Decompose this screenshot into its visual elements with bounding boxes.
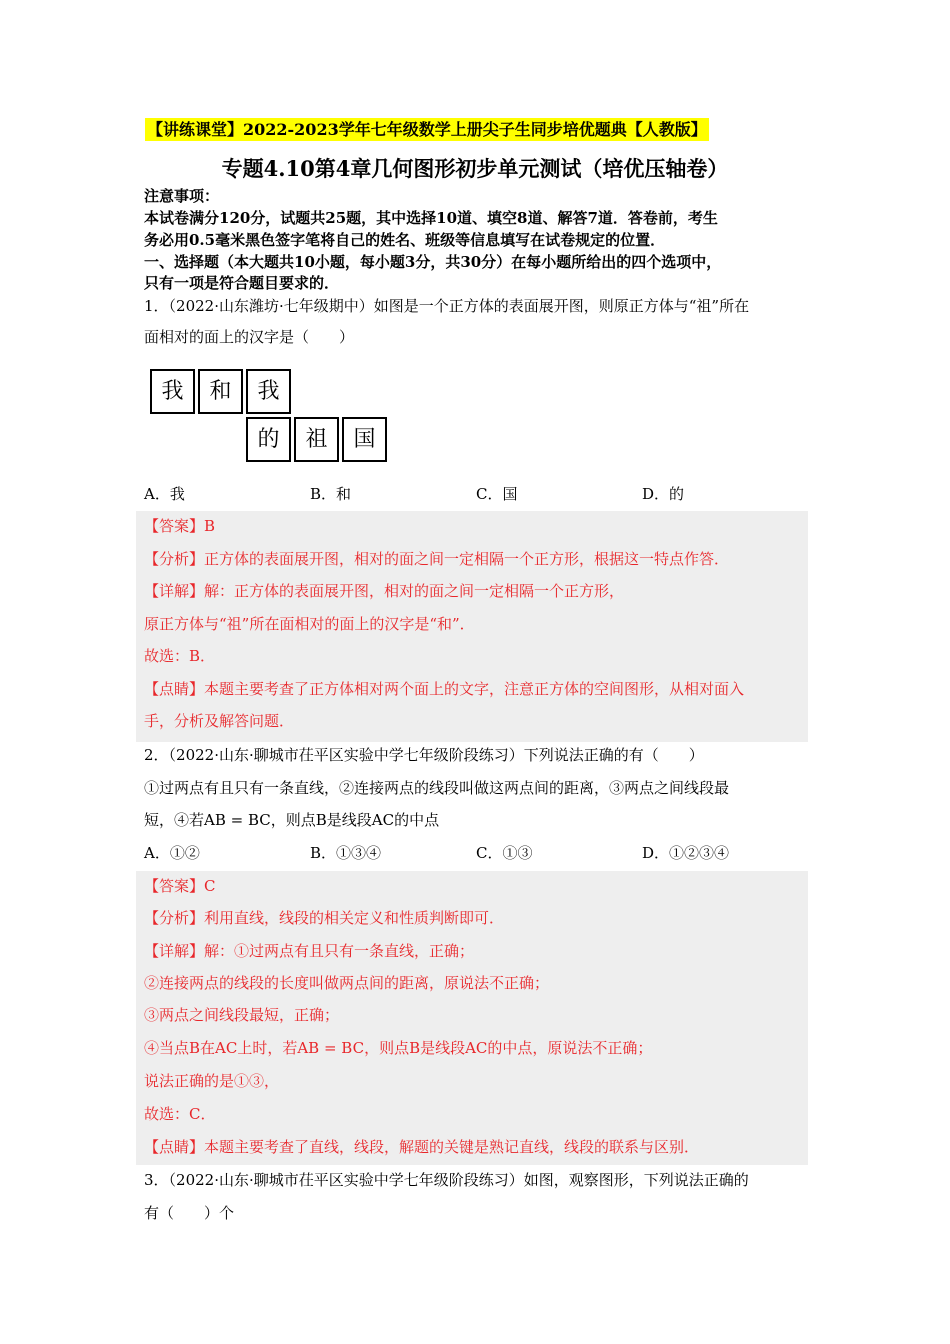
q2-detail-line-4: ④当点B在AC上时，若AB = BC，则点B是线段AC的中点，原说法不正确； bbox=[144, 1039, 653, 1057]
q1-option-a: A．我 bbox=[144, 485, 185, 503]
q2-stem-line-2: ①过两点有且只有一条直线，②连接两点的线段叫做这两点间的距离，③两点之间线段最 bbox=[144, 779, 730, 797]
q1-analysis: 【分析】正方体的表面展开图，相对的面之间一定相隔一个正方形，根据这一特点作答． bbox=[144, 550, 730, 568]
q1-option-b: B．和 bbox=[310, 485, 352, 503]
q1-answer: 【答案】B bbox=[144, 517, 216, 535]
q2-detail-line-5: 说法正确的是①③， bbox=[144, 1072, 280, 1090]
q2-analysis: 【分析】利用直线，线段的相关定义和性质判断即可． bbox=[144, 909, 505, 927]
q3-stem-line-1: 3．（2022·山东·聊城市茌平区实验中学七年级阶段练习）如图，观察图形，下列说法正确的 bbox=[144, 1171, 749, 1189]
net-cell: 国 bbox=[342, 417, 387, 462]
q1-option-d: D．的 bbox=[642, 485, 685, 503]
notes-line-2: 务必用0.5毫米黑色签字笔将自己的姓名、班级等信息填写在试卷规定的位置． bbox=[144, 231, 666, 249]
q2-detail-line-1: 【详解】解：①过两点有且只有一条直线，正确； bbox=[144, 942, 475, 960]
q2-option-b: B．①③④ bbox=[310, 844, 382, 862]
q2-detail-line-3: ③两点之间线段最短，正确； bbox=[144, 1006, 340, 1024]
net-cell: 我 bbox=[246, 369, 291, 414]
section-heading-line-1: 一、选择题（本大题共10小题，每小题3分，共30分）在每小题所给出的四个选项中， bbox=[144, 253, 722, 271]
section-heading-line-2: 只有一项是符合题目要求的． bbox=[144, 274, 340, 292]
net-cell: 和 bbox=[198, 369, 243, 414]
notes-line-1: 本试卷满分120分，试题共25题，其中选择10道、填空8道、解答7道．答卷前，考生 bbox=[144, 209, 718, 227]
q2-comment: 【点睛】本题主要考查了直线，线段，解题的关键是熟记直线，线段的联系与区别． bbox=[144, 1138, 700, 1156]
notes-heading: 注意事项： bbox=[144, 187, 220, 205]
q1-option-c: C．国 bbox=[476, 485, 518, 503]
net-cell: 祖 bbox=[294, 417, 339, 462]
q1-detail-line-1: 【详解】解：正方体的表面展开图，相对的面之间一定相隔一个正方形， bbox=[144, 582, 625, 600]
cube-net-figure bbox=[150, 369, 390, 465]
q2-stem-line-3: 短，④若AB = BC，则点B是线段AC的中点 bbox=[144, 811, 440, 829]
q2-option-a: A．①② bbox=[144, 844, 200, 862]
q2-choice: 故选：C． bbox=[144, 1105, 216, 1123]
q1-choice: 故选：B． bbox=[144, 647, 216, 665]
q1-comment-line-1: 【点睛】本题主要考查了正方体相对两个面上的文字，注意正方体的空间图形，从相对面入 bbox=[144, 680, 745, 698]
q2-detail-line-2: ②连接两点的线段的长度叫做两点间的距离，原说法不正确； bbox=[144, 974, 550, 992]
q2-option-d: D．①②③④ bbox=[642, 844, 730, 862]
net-cell: 的 bbox=[246, 417, 291, 462]
net-cell: 我 bbox=[150, 369, 195, 414]
q1-comment-line-2: 手，分析及解答问题． bbox=[144, 712, 295, 730]
q1-detail-line-2: 原正方体与“祖”所在面相对的面上的汉字是“和”． bbox=[144, 615, 475, 633]
q2-stem-line-1: 2．（2022·山东·聊城市茌平区实验中学七年级阶段练习）下列说法正确的有（ ） bbox=[144, 746, 704, 764]
header-banner: 【讲练课堂】2022-2023学年七年级数学上册尖子生同步培优题典【人教版】 bbox=[147, 120, 707, 139]
q2-answer: 【答案】C bbox=[144, 877, 216, 895]
q1-stem-line-2: 面相对的面上的汉字是（ ） bbox=[144, 328, 355, 346]
page-title: 专题4.10第4章几何图形初步单元测试（培优压轴卷） bbox=[221, 156, 729, 181]
q2-option-c: C．①③ bbox=[476, 844, 533, 862]
q1-stem-line-1: 1．（2022·山东潍坊·七年级期中）如图是一个正方体的表面展开图，则原正方体与“祖”所在 bbox=[144, 297, 750, 315]
q3-stem-line-2: 有（ ）个 bbox=[144, 1204, 235, 1222]
